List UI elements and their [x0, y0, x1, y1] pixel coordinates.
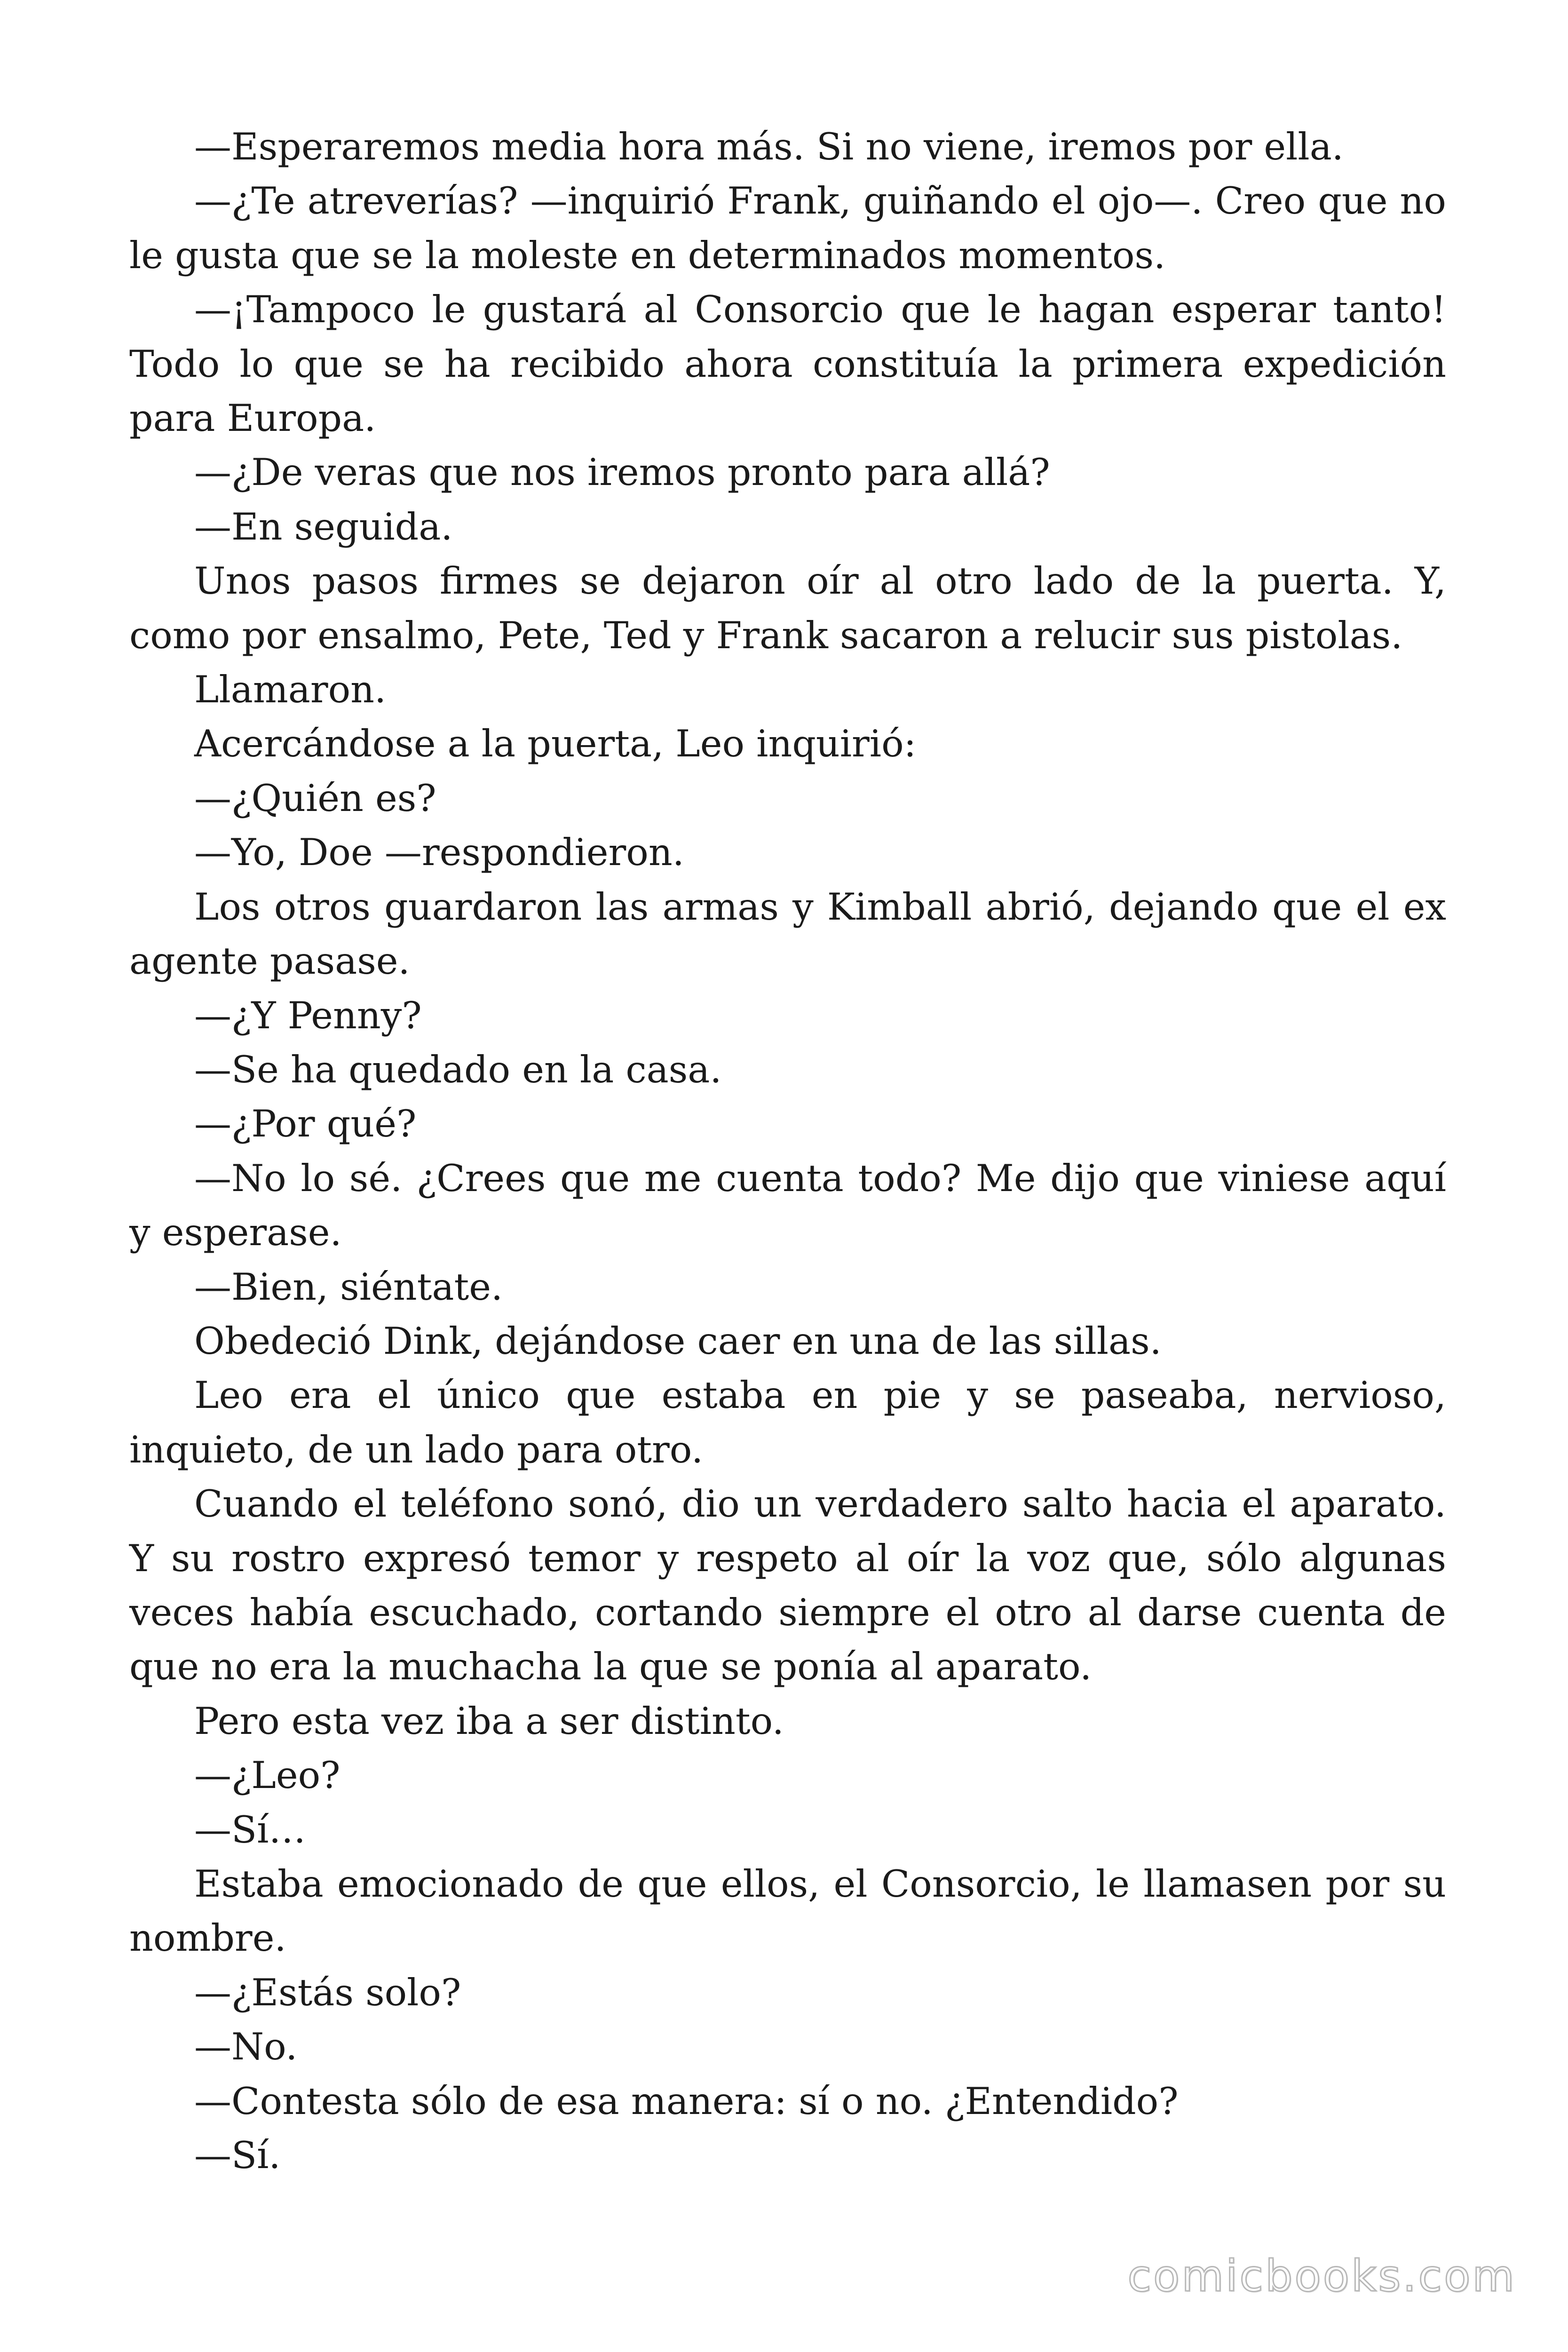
paragraph: Cuando el teléfono sonó, dio un verdadero salto hacia el aparato. Y su rostro expresó temor y respeto al oír la voz que, sólo algunas veces había escuchado, cortando siempre el otro al darse cuenta de que no era la muchacha la que se ponía al aparato. — [129, 1482, 1446, 1689]
paragraph: —¿Quién es? — [194, 776, 436, 820]
paragraph: —Se ha quedado en la casa. — [194, 1048, 722, 1091]
paragraph: —¿De veras que nos iremos pronto para allá? — [194, 451, 1050, 494]
body-text — [129, 120, 1446, 2183]
paragraph: Acercándose a la puerta, Leo inquirió: — [194, 722, 917, 766]
paragraph: Obedeció Dink, dejándose caer en una de las sillas. — [194, 1319, 1162, 1363]
paragraph: —Sí. — [194, 2134, 281, 2177]
paragraph: Estaba emocionado de que ellos, el Consorcio, le llamasen por su nombre. — [129, 1862, 1446, 1960]
paragraph: Llamaron. — [194, 668, 387, 712]
paragraph: —Bien, siéntate. — [194, 1265, 503, 1309]
paragraph: —¿Por qué? — [194, 1102, 417, 1146]
paragraph: Unos pasos firmes se dejaron oír al otro lado de la puerta. Y, como por ensalmo, Pete, Ted y Frank sacaron a relucir sus pistolas. — [129, 559, 1446, 657]
paragraph: —¿Leo? — [194, 1754, 341, 1797]
paragraph: —Yo, Doe —respondieron. — [194, 831, 684, 874]
paragraph: —¿Estás solo? — [194, 1971, 461, 2014]
paragraph: —No lo sé. ¿Crees que me cuenta todo? Me dijo que viniese aquí y esperase. — [129, 1156, 1446, 1255]
paragraph: —¿Te atreverías? —inquirió Frank, guiñando el ojo—. Creo que no le gusta que se la moleste en determinados momentos. — [129, 179, 1446, 277]
paragraph: —¡Tampoco le gustará al Consorcio que le hagan esperar tanto! Todo lo que se ha recibido ahora constituía la primera expedición para Europa. — [129, 288, 1446, 440]
paragraph: Leo era el único que estaba en pie y se paseaba, nervioso, inquieto, de un lado para otro. — [129, 1374, 1446, 1471]
paragraph: —No. — [194, 2025, 298, 2069]
watermark-text: comicbooks.com — [1127, 2251, 1516, 2301]
paragraph: —En seguida. — [194, 505, 453, 548]
paragraph: —¿Y Penny? — [194, 993, 422, 1037]
paragraph: Pero esta vez iba a ser distinto. — [194, 1699, 784, 1743]
paragraph: —Contesta sólo de esa manera: sí o no. ¿Entendido? — [194, 2079, 1179, 2123]
paragraph: —Esperaremos media hora más. Si no viene, iremos por ella. — [194, 125, 1344, 168]
paragraph: —Sí… — [194, 1808, 306, 1851]
paragraph: Los otros guardaron las armas y Kimball abrió, dejando que el ex agente pasase. — [129, 885, 1446, 983]
